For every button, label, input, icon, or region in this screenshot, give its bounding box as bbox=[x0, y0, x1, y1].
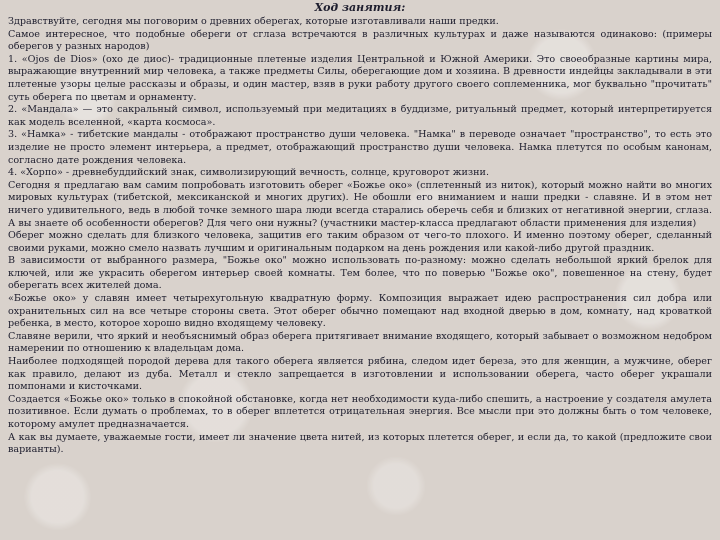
paragraph-wood-type: Наиболее подходящей породой дерева для такого оберега является рябина, следом идет береза, это для женщин, а мужчине, оберег как правило, делают из дуба. Металл и стекло запрещается в изготовлении и использовании оберега, часто оберег украшали помпонами и кисточками. bbox=[8, 356, 712, 393]
paragraph-size-usage: В зависимости от выбранного размера, "Божье око" можно использовать по-разному: можно сделать небольшой яркий брелок для ключей, или же украсить оберегом интерьер своей комнаты. Тем более, что по поверью "Божье око", повешенное на стену, будет оберегать всех жителей дома. bbox=[8, 255, 712, 292]
paragraph-namka: 3. «Намка» - тибетские мандалы - отображают пространство души человека. "Намка" в переводе означает "пространство", то есть это изделие не просто элемент интерьера, а предмет, отображающий пространство души человека. Намка плетутся по особым канонам, согласно дате рождения человека. bbox=[8, 129, 712, 166]
paragraph-mandala: 2. «Мандала» — это сакральный символ, используемый при медитациях в буддизме, ритуальный предмет, который интерпретируется как модель вселенной, «карта космоса». bbox=[8, 104, 712, 128]
paragraph-slavic-belief: Славяне верили, что яркий и необъяснимый образ оберега притягивает внимание входящего, который забывает о возможном недобром намерении по отношению к владельцам дома. bbox=[8, 330, 712, 355]
paragraph-greeting: Здравствуйте, сегодня мы поговорим о древних оберегах, которые изготавливали наши предки. bbox=[8, 16, 499, 27]
paragraph-intro: Самое интересное, что подобные обереги от сглаза встречаются в различных культурах и даже называются одинаково: (примеры оберегов у разных народов) bbox=[8, 28, 712, 53]
paragraph-gift: Оберег можно сделать для близкого человека, защитив его таким образом от чего-то плохого. И именно поэтому оберег, сделанный своими руками, можно смело назвать лучшим и оригинальным подарком на день рождения или какой-либо другой праздник. bbox=[8, 230, 712, 254]
page-title: Ход занятия: bbox=[314, 1, 406, 14]
paragraph-slavic-form: «Божье око» у славян имеет четырехугольную квадратную форму. Композиция выражает идею распространения сил добра или охранительных сил на все четыре стороны света. Этот оберег обычно помещают над входной дверью в дом, комнату, над кроваткой ребенка, в место, которое хорошо видно входящему человеку. bbox=[8, 293, 712, 330]
paragraph-khorpo: 4. «Хорпо» - древнебуддийский знак, символизирующий вечность, солнце, круговорот жизни. bbox=[8, 167, 489, 179]
paragraph-creation-mood: Создается «Божье око» только в спокойной обстановке, когда нет необходимости куда-либо спешить, а настроение у создателя амулета позитивное. Если думать о проблемах, то в оберег вплетется отрицательная энергия. Все мысли при это должны быть о том человеке, которому амулет предназначается. bbox=[8, 393, 712, 430]
paragraph-proposal: Сегодня я предлагаю вам самим попробовать изготовить оберег «Божье око» (сплетенный из ниток), который можно найти во многих мировых культурах (тибетской, мексиканской и многих других). Не обошли его вниманием и наши предки - славяне. И в этом нет ничего удивительного, ведь в любой точке земного шара люди всегда старались оберечь себя и близких от негативной энергии, сглаза. А вы знаете об особенности оберегов? Для чего они нужны? (участники мастер-класса предлагают области применения для изделия) bbox=[8, 179, 712, 229]
paragraph-color-question: А как вы думаете, уважаемые гости, имеет ли значение цвета нитей, из которых плетется оберег, и если да, то какой (предложите свои варианты). bbox=[8, 431, 712, 456]
lesson-document bbox=[8, 0, 712, 457]
paragraph-ojos-de-dios: 1. «Ojos de Dios» (охо де диос)- традиционные плетеные изделия Центральной и Южной Америки. Это своеобразные картины мира, выражающие внутренний мир человека, а также предметы Силы, оберегающие дом и хозяина. В древности индейцы закладывали в эти плетеные узоры целые рассказы и образы, и один мастер, взяв в руки работу другого своего соплеменника, мог буквально "прочитать" суть оберега по цветам и орнаменту. bbox=[8, 53, 712, 103]
